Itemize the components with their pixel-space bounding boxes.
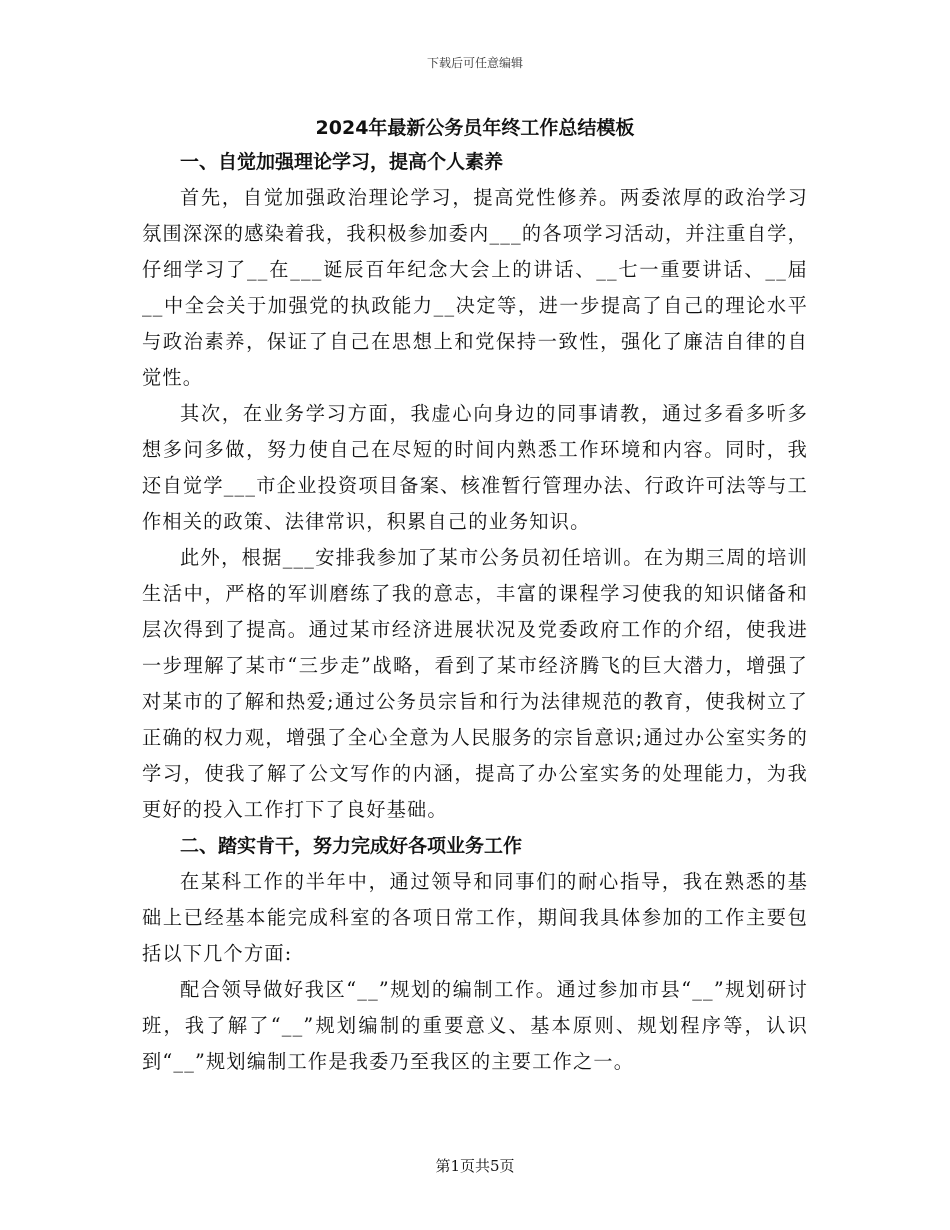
page-number-footer: 第1页共5页 [435, 1157, 515, 1175]
document-body [142, 112, 808, 1080]
document-title: 2024年最新公务员年终工作总结模板 [315, 117, 635, 139]
paragraph: 其次，在业务学习方面，我虚心向身边的同事请教，通过多看多听多想多问多做，努力使自己在尽短的时间内熟悉工作环境和内容。同时，我还自觉学___市企业投资项目备案、核准暂行管理办法、行政许可法等与工作相关的政策、法律常识，积累自己的业务知识。 [142, 402, 808, 533]
section-2 [142, 828, 808, 1080]
section-heading: 二、踏实肯干，努力完成好各项业务工作 [180, 835, 523, 857]
paragraph: 此外，根据___安排我参加了某市公务员初任培训。在为期三周的培训生活中，严格的军训磨练了我的意志，丰富的课程学习使我的知识储备和层次得到了提高。通过某市经济进展状况及党委政府工作的介绍，使我进一步理解了某市“三步走”战略，看到了某市经济腾飞的巨大潜力，增强了对某市的了解和热爱;通过公务员宗旨和行为法律规范的教育，使我树立了正确的权力观，增强了全心全意为人民服务的宗旨意识;通过办公室实务的学习，使我了解了公文写作的内涵，提高了办公室实务的处理能力，为我更好的投入工作打下了良好基础。 [142, 546, 808, 821]
paragraph: 在某科工作的半年中，通过领导和同事们的耐心指导，我在熟悉的基础上已经基本能完成科室的各项日常工作，期间我具体参加的工作主要包括以下几个方面: [142, 870, 808, 965]
section-heading: 一、自觉加强理论学习，提高个人素养 [180, 151, 504, 173]
header-note: 下载后可任意编辑 [426, 56, 523, 70]
paragraph: 配合领导做好我区“__”规划的编制工作。通过参加市县“__”规划研讨班，我了解了“__”规划编制的重要意义、基本原则、规划程序等，认识到“__”规划编制工作是我委乃至我区的主要工作之一。 [142, 978, 808, 1073]
paragraph: 首先，自觉加强政治理论学习，提高党性修养。两委浓厚的政治学习氛围深深的感染着我，我积极参加委内___的各项学习活动，并注重自学，仔细学习了__在___诞辰百年纪念大会上的讲话、__七一重要讲话、__届__中全会关于加强党的执政能力__决定等，进一步提高了自己的理论水平与政治素养，保证了自己在思想上和党保持一致性，强化了廉洁自律的自觉性。 [142, 186, 808, 389]
section-1 [142, 144, 808, 828]
